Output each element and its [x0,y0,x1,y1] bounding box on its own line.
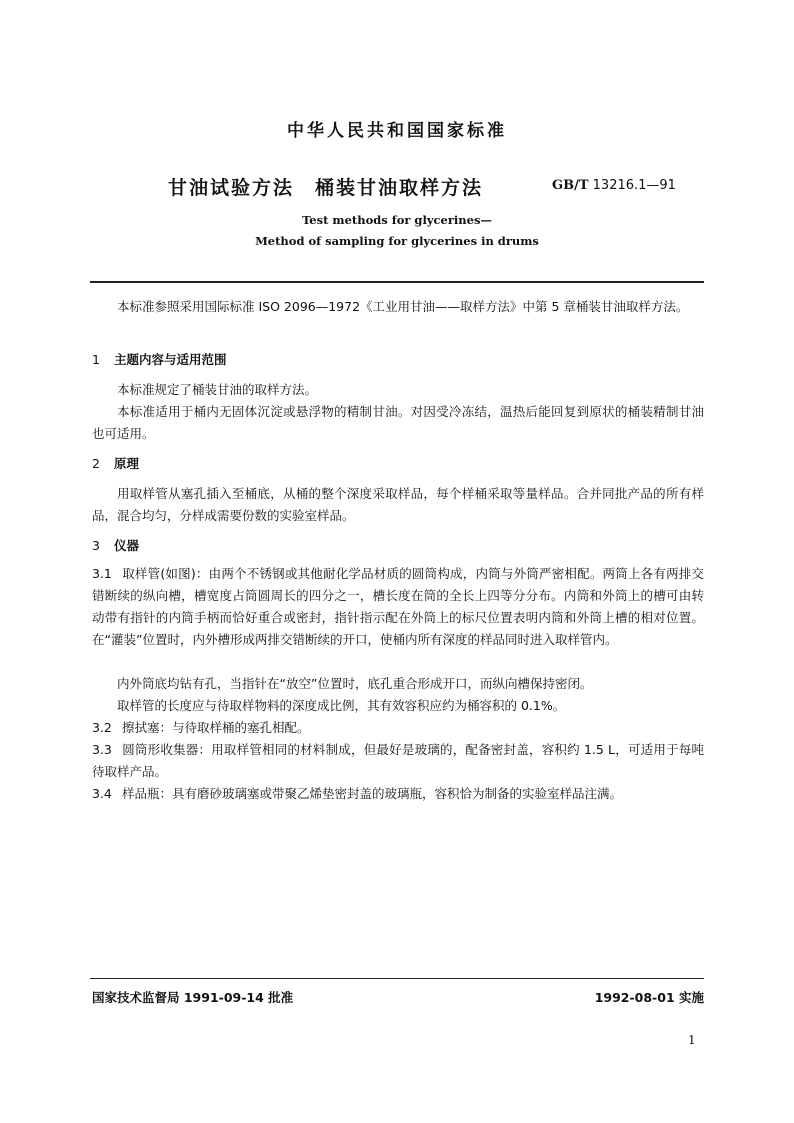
section-number: 1 [92,352,100,367]
standard-number: 13216.1—91 [592,178,676,193]
clause-3-2 [92,717,704,739]
clause-number: 3.1 [92,566,112,581]
clause-text: 样品瓶：具有磨砂玻璃塞或带聚乙烯垫密封盖的玻璃瓶，容积恰为制备的实验室样品注满。 [122,786,623,801]
standard-code [552,178,676,193]
paragraph: 本标准规定了桶装甘油的取样方法。 [117,382,318,397]
clause-number: 3.4 [92,786,112,801]
section-1-heading [92,350,227,368]
standard-prefix: GB/T [552,178,589,193]
section-title: 仪器 [114,538,140,553]
clause-text: 擦拭塞：与待取样桶的塞孔相配。 [122,720,310,735]
clause-3-4 [92,783,704,805]
paragraph: 本标准适用于桶内无固体沉淀或悬浮物的精制甘油。对因受冷冻结，温热后能回复到原状的桶装精制甘油也可适用。 [92,404,704,441]
document-title-en-line1: Test methods for glycerines— [302,213,492,227]
section-title: 主题内容与适用范围 [114,352,227,367]
clause-3-1 [92,563,704,651]
footer-divider [90,978,704,979]
clause-number: 3.3 [92,742,112,757]
section-3-heading [92,536,139,554]
section-2-heading [92,454,139,472]
clause-text: 圆筒形收集器：用取样管相同的材料制成，但最好是玻璃的，配备密封盖，容积约 1.5 L，可适用于每吨待取样产品。 [92,742,704,779]
page-number: 1 [688,1033,696,1047]
document-title-cn: 甘油试验方法 桶装甘油取样方法 [168,177,484,199]
clause-3-1-para-2: 内外筒底均钻有孔，当指针在“放空”位置时，底孔重合形成开口，而纵向槽保持密闭。 [117,676,593,691]
section-number: 2 [92,456,100,471]
document-title-en-line2: Method of sampling for glycerines in drums [255,234,539,248]
intro-paragraph: 本标准参照采用国际标准 ISO 2096—1972《工业用甘油——取样方法》中第 5 章桶装甘油取样方法。 [117,299,689,314]
clause-3-3 [92,739,704,783]
section-number: 3 [92,538,100,553]
clause-number: 3.2 [92,720,112,735]
paragraph: 用取样管从塞孔插入至桶底，从桶的整个深度采取样品，每个样桶采取等量样品。合并同批产品的所有样品，混合均匀，分样成需要份数的实验室样品。 [92,486,704,523]
approval-date: 国家技术监督局 1991-09-14 批准 [92,990,294,1005]
effective-date: 1992-08-01 实施 [594,990,704,1005]
issuing-body: 中华人民共和国国家标准 [287,121,507,141]
clause-text: 取样管(如图)：由两个不锈钢或其他耐化学品材质的圆筒构成，内筒与外筒严密相配。两筒上各有两排交错断续的纵向槽，槽宽度占筒圆周长的四分之一，槽长度在筒的全长上四等分分布。内筒和外筒上的槽可由转动带有指针的内筒手柄而恰好重合或密封，指针指示配在外筒上的标尺位置表明内筒和外筒上槽的相对位置。在“灌装”位置时，内外槽形成两排交错断续的开口，使桶内所有深度的样品同时进入取样管内。 [92,566,704,647]
clause-3-1-para-3: 取样管的长度应与待取样物料的深度成比例，其有效容积应约为桶容积的 0.1%。 [117,698,566,713]
section-title: 原理 [114,456,140,471]
header-divider [90,281,704,283]
